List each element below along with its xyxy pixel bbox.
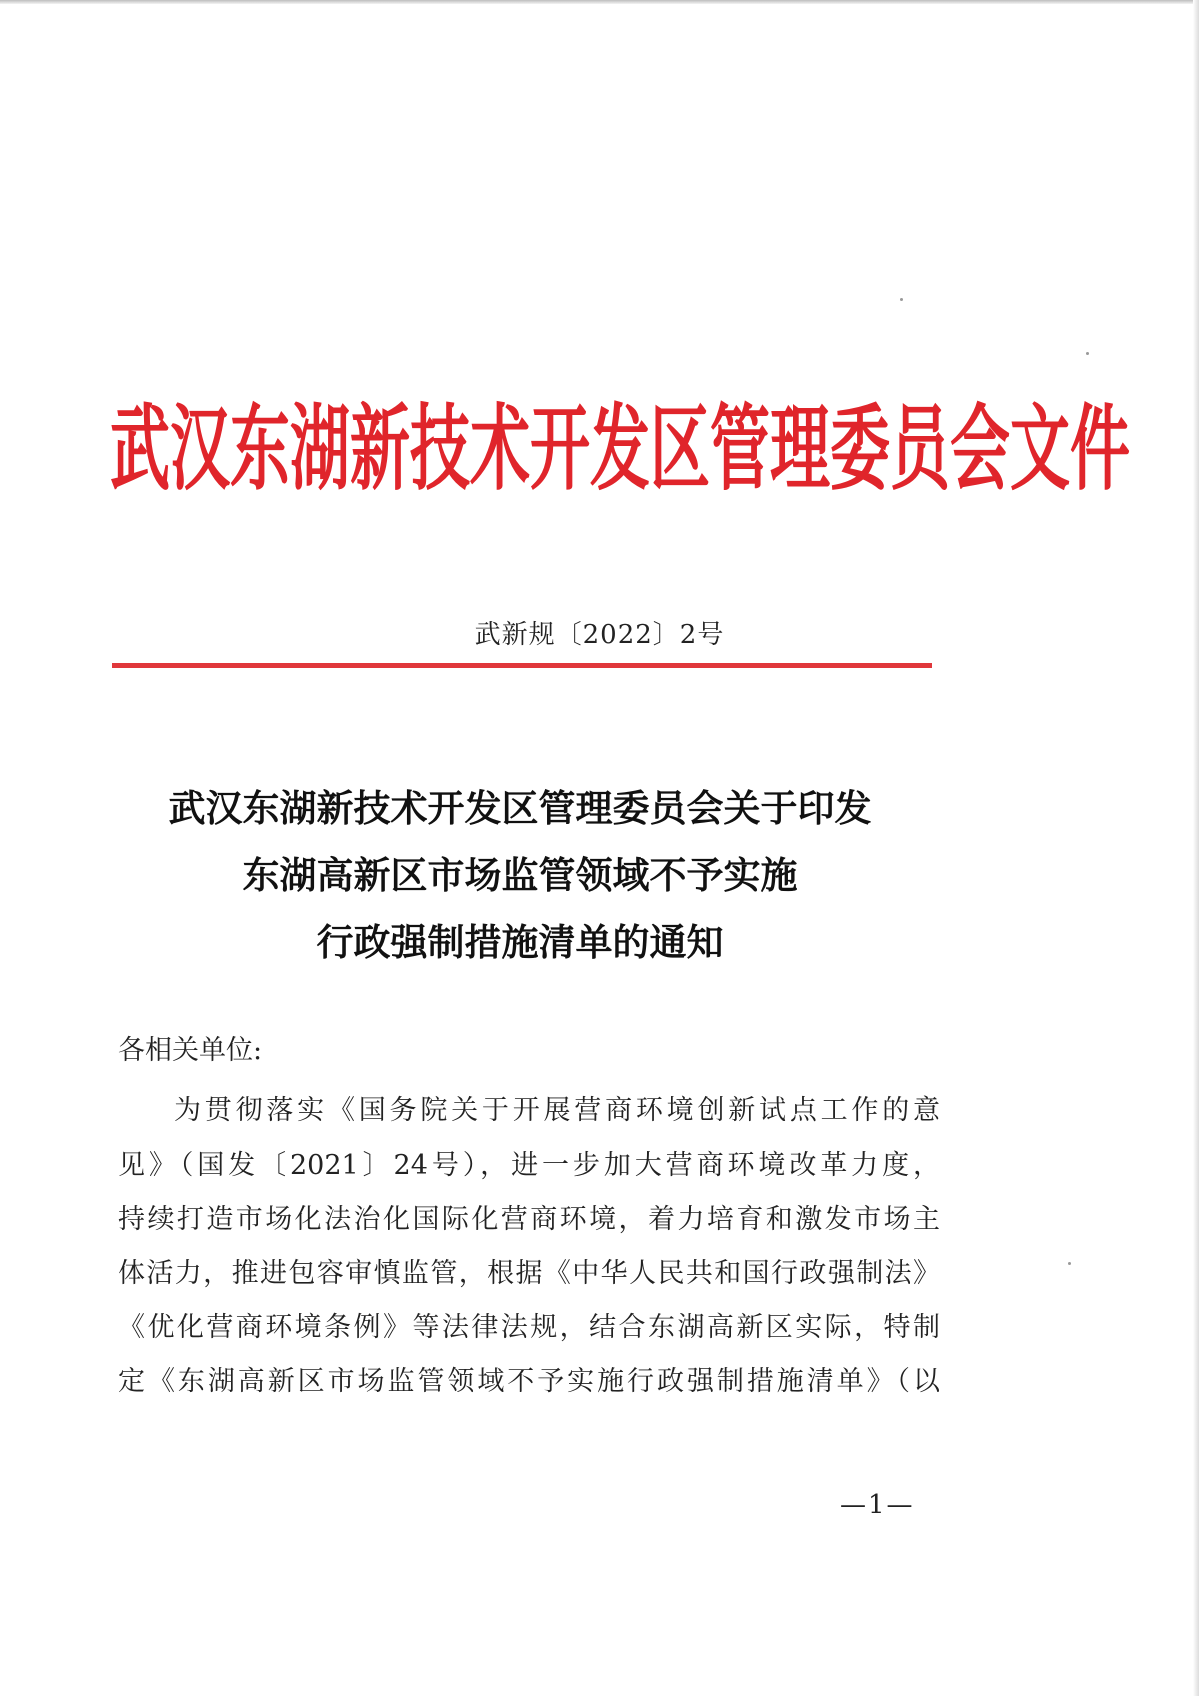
body-line-6: 定《东湖高新区市场监管领域不予实施行政强制措施清单》（以 [118, 1366, 940, 1397]
body-line-5: 《优化营商环境条例》等法律法规，结合东湖高新区实际，特制 [118, 1312, 940, 1343]
body-line-2: 见》（国发〔2021〕24号），进一步加大营商环境改革力度， [118, 1150, 940, 1181]
scan-speck [1068, 1262, 1071, 1265]
scan-speck [1086, 352, 1089, 355]
body-line-1: 为贯彻落实《国务院关于开展营商环境创新试点工作的意 [174, 1095, 940, 1126]
document-masthead: 武汉东湖新技术开发区管理委员会文件 [110, 395, 1130, 505]
body-line-3: 持续打造市场化法治化国际化营商环境，着力培育和激发市场主 [118, 1204, 940, 1235]
body-line-4: 体活力，推进包容审慎监管，根据《中华人民共和国行政强制法》 [118, 1258, 940, 1289]
scan-edge-right [1193, 0, 1199, 1696]
scan-speck [900, 298, 903, 301]
scan-edge-top [0, 0, 1199, 4]
salutation: 各相关单位: [118, 1035, 263, 1066]
page-number: —1— [840, 1490, 915, 1520]
document-number: 武新规〔2022〕2号 [474, 620, 725, 650]
red-divider-line [112, 663, 932, 668]
document-title-line-2: 东湖高新区市场监管领域不予实施 [242, 854, 798, 897]
document-title-line-3: 行政强制措施清单的通知 [316, 921, 724, 964]
document-title-line-1: 武汉东湖新技术开发区管理委员会关于印发 [168, 787, 872, 830]
